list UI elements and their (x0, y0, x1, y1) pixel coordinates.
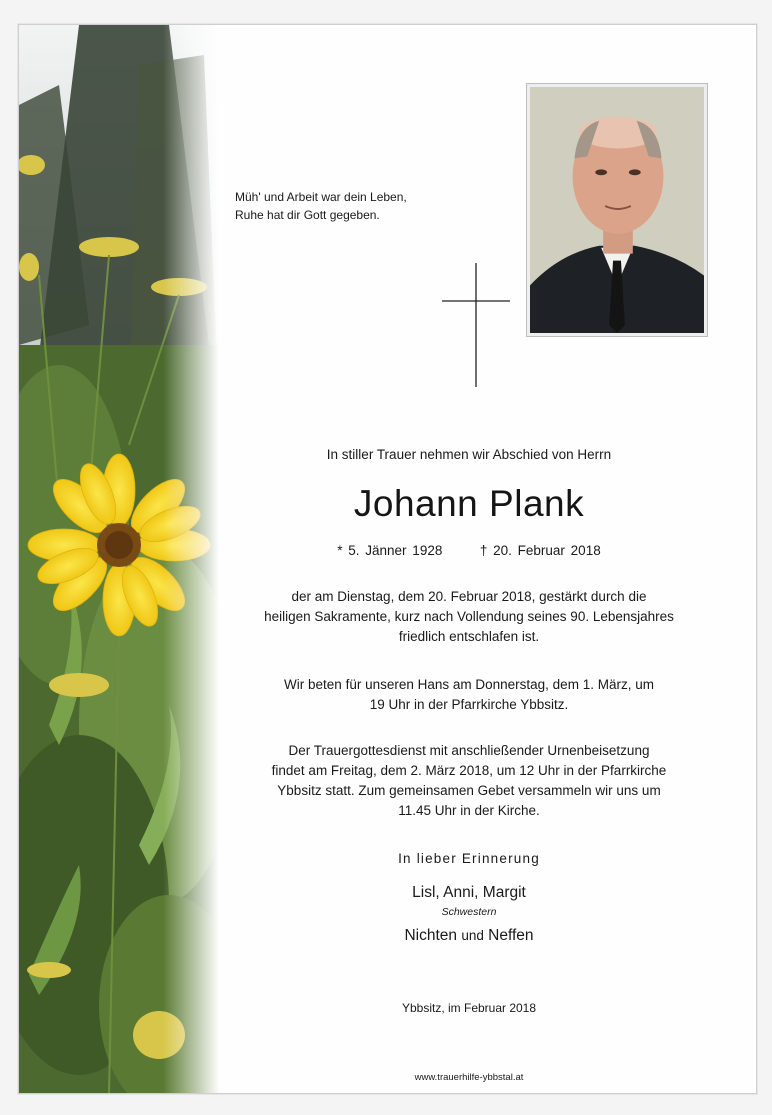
paragraph-line: 19 Uhr in der Pfarrkirche Ybbsitz. (369, 697, 569, 712)
relatives-nieces: Nichten (404, 927, 457, 944)
paragraph-line: Wir beten für unseren Hans am Donnerstag, dem 1. März, um (284, 677, 654, 692)
obituary-card (18, 24, 757, 1094)
cross-icon (442, 263, 510, 387)
flower-background-image (19, 25, 219, 1093)
quote-line-2: Ruhe hat dir Gott gegeben. (235, 208, 380, 222)
paragraph-line: Der Trauergottesdienst mit anschließender Urnenbeisetzung (288, 743, 650, 758)
paragraph-line: der am Dienstag, dem 20. Februar 2018, gestärkt durch die (291, 589, 647, 604)
relatives-nephews: Neffen (488, 927, 534, 944)
birth-date: * 5. Jänner 1928 (337, 543, 443, 558)
paragraph-line: 11.45 Uhr in der Kirche. (398, 803, 540, 818)
prayer-paragraph (219, 675, 719, 715)
relatives-line (219, 927, 719, 945)
paragraph-line: heiligen Sakramente, kurz nach Vollendung seines 90. Lebensjahres (264, 609, 674, 624)
in-memory-heading: In lieber Erinnerung (398, 851, 540, 866)
quote-line-1: Müh' und Arbeit war dein Leben, (235, 190, 407, 204)
memorial-quote (235, 188, 407, 224)
death-date: † 20. Februar 2018 (479, 543, 601, 558)
relatives-and: und (461, 928, 484, 943)
intro-text: In stiller Trauer nehmen wir Abschied von Herrn (326, 447, 612, 462)
paragraph-line: Ybbsitz statt. Zum gemeinsamen Gebet versammeln wir uns um (277, 783, 661, 798)
family-relation: Schwestern (441, 906, 497, 918)
paragraph-line: friedlich entschlafen ist. (398, 629, 540, 644)
portrait-image (530, 87, 704, 333)
family-names: Lisl, Anni, Margit (412, 884, 526, 901)
paragraph-line: findet am Freitag, dem 2. März 2018, um 12 Uhr in der Pfarrkirche (271, 763, 667, 778)
portrait-photo (526, 83, 708, 337)
funeral-service-paragraph (219, 741, 719, 821)
deceased-name: Johann Plank (353, 483, 585, 524)
death-announcement-paragraph (219, 587, 719, 647)
place-and-date: Ybbsitz, im Februar 2018 (401, 1001, 537, 1015)
website-link[interactable]: www.trauerhilfe-ybbstal.at (414, 1072, 524, 1083)
life-dates (219, 543, 719, 558)
